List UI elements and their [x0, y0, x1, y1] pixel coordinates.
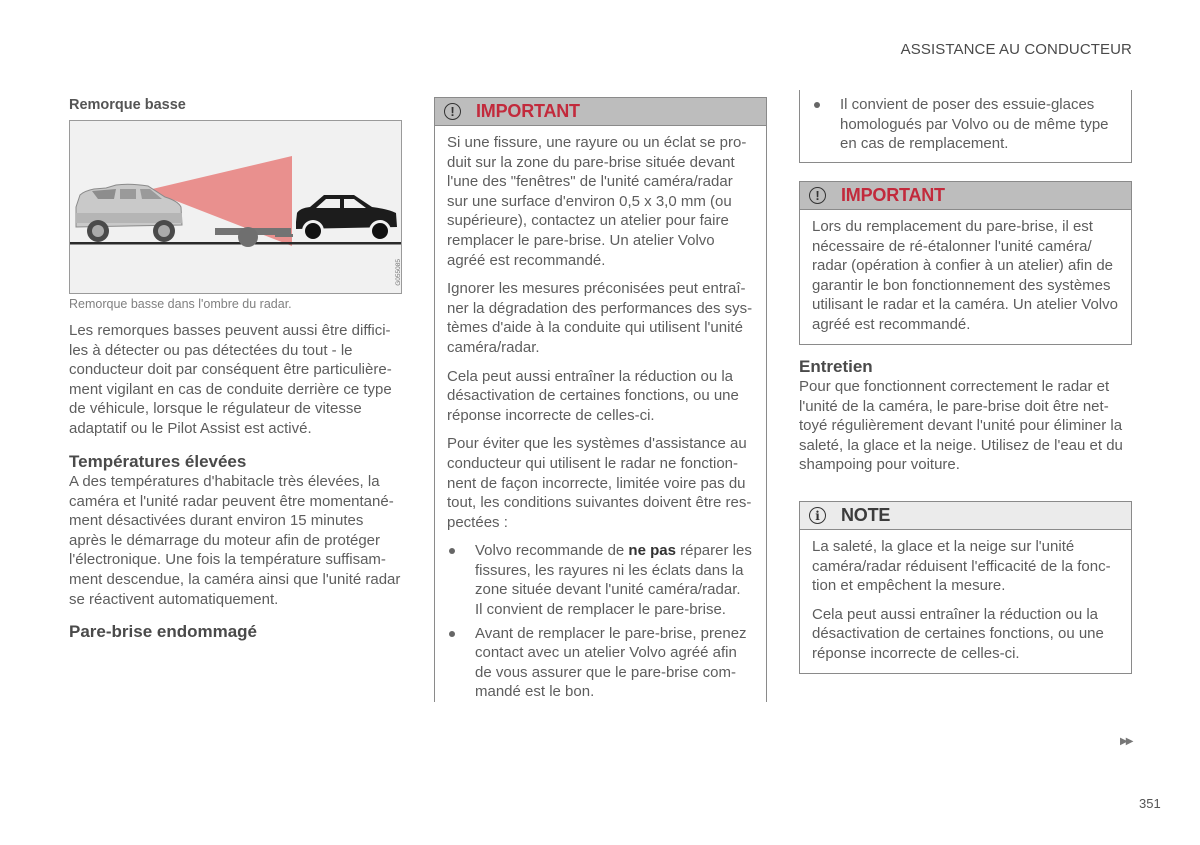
bullet-icon	[447, 624, 475, 702]
text-line: conducteur qui utilisent le radar ne fonction-	[447, 454, 739, 472]
text-line: désactivation de certaines fonctions, ou une	[812, 625, 1104, 643]
high-temperature-section	[69, 452, 409, 609]
bullet-icon	[447, 541, 475, 619]
note-title: NOTE	[841, 505, 891, 525]
text-line: désactivation de certaines fonctions, ou une	[447, 387, 739, 405]
note-box-dirt	[799, 501, 1132, 674]
text-line: l'électronique. Une fois la température suffisam-	[69, 551, 386, 569]
radar-shadow-illustration	[69, 120, 402, 294]
text-line: en cas de remplacement.	[840, 135, 1009, 153]
text-line: agréé est recommandé.	[447, 251, 606, 269]
text-line: utilisant le radar et la caméra. Un atelier Volvo	[812, 296, 1118, 314]
important-notice-continued	[799, 90, 1132, 163]
text-line: duit sur la zone du pare-brise située devant	[447, 153, 735, 171]
text-line: les à détecter ou pas détectées du tout - le	[69, 341, 353, 359]
text-line: shampoing pour voiture.	[799, 456, 960, 474]
notice-title: IMPORTANT	[476, 101, 580, 121]
note-body	[800, 530, 1131, 673]
low-trailer-paragraph	[69, 321, 409, 439]
text-line: Il convient de poser des essuie-glaces	[840, 96, 1095, 113]
text-line: Pour que fonctionnent correctement le radar et	[799, 378, 1110, 395]
text-line: l'unité de la caméra, le pare-brise doit être net-	[799, 397, 1109, 415]
info-circle-icon: i	[809, 507, 826, 524]
text-line: l'une des "fenêtres" de l'unité caméra/radar	[447, 173, 733, 191]
notice-header	[800, 182, 1131, 210]
exclamation-circle-icon: !	[809, 187, 826, 204]
leading-car-icon	[296, 195, 397, 242]
page-number: 351	[1139, 796, 1161, 811]
bullet-item-no-repair	[447, 541, 754, 619]
section-heading-windshield: Pare-brise endommagé	[69, 622, 258, 641]
notice-title: IMPORTANT	[841, 185, 945, 205]
text-line: La saleté, la glace et la neige sur l'unité	[812, 538, 1075, 555]
text-line: caméra/radar réduisent l'efficacité de la fonc-	[812, 557, 1111, 575]
text-line: toyé régulièrement devant l'unité pour éliminer la	[799, 417, 1123, 435]
text-line: agréé est recommandé.	[812, 315, 971, 333]
notice-body	[800, 210, 1131, 344]
text-line: tout, les conditions suivantes doivent être res-	[447, 494, 752, 512]
bullet-icon	[812, 95, 840, 154]
text-line: Il convient de remplacer le pare-brise.	[475, 601, 726, 619]
exclamation-circle-icon: !	[444, 103, 461, 120]
bullet-item-contact-workshop	[447, 624, 754, 702]
text-line: homologués par Volvo ou de même type	[840, 115, 1109, 133]
running-header-title: ASSISTANCE AU CONDUCTEUR	[900, 41, 1132, 58]
continued-notice-body	[800, 90, 1131, 154]
text-line: saleté, la glace et la neige. Utilisez de l'eau et du	[799, 436, 1123, 454]
text-line: garantir le bon fonctionnement des systèmes	[812, 276, 1111, 294]
note-header	[800, 502, 1131, 530]
text-line: Si une fissure, une rayure ou un éclat se pro-	[447, 134, 747, 151]
text-line: conducteur doit par conséquent être particulière-	[69, 361, 392, 379]
notice-body	[435, 126, 766, 716]
text-line: Cela peut aussi entraîner la réduction ou la	[447, 367, 734, 385]
important-notice-windshield	[434, 97, 767, 702]
text-line: nent de façon incorrecte, limitée voire pas du	[447, 474, 746, 492]
text-line: supérieure), contactez un atelier pour faire	[447, 212, 729, 230]
section-heading-maintenance: Entretien	[799, 357, 873, 376]
bullet-item-wipers	[812, 95, 1119, 154]
text-line: après le démarrage du moteur afin de protéger	[69, 531, 381, 549]
text-line: ment descendue, la caméra ainsi que l'unité radar	[69, 570, 401, 588]
text-line: A des températures d'habitacle très élevées, la	[69, 473, 380, 490]
figure-id-label: G055085	[395, 259, 402, 286]
text-line: Cela peut aussi entraîner la réduction ou la	[812, 605, 1099, 623]
text-line: radar (opération à confier à un atelier) afin de	[812, 257, 1114, 275]
text-line: adaptatif ou le Pilot Assist est activé.	[69, 419, 312, 437]
text-line: ment désactivées durant environ 15 minutes	[69, 512, 364, 530]
figure-heading: Remorque basse	[69, 97, 186, 113]
text-line: ner la dégradation des performances des sys-	[447, 299, 753, 317]
text-line: caméra et l'unité radar peuvent être momentané-	[69, 492, 394, 510]
text-line: nécessaire de ré-étalonner l'unité caméra/	[812, 237, 1092, 255]
text-fragment: réparer les	[675, 542, 752, 560]
text-line: zone située devant l'unité caméra/radar.	[475, 581, 741, 599]
section-heading-temperatures: Températures élevées	[69, 452, 247, 471]
low-trailer-diagram	[70, 121, 401, 293]
text-line: ment vigilant en cas de conduite derrière ce type	[69, 380, 392, 398]
double-triangle-right-icon: ▶▶	[1120, 736, 1132, 747]
important-notice-recalibration	[799, 181, 1132, 345]
text-line: fissures, les rayures ni les éclats dans la	[475, 561, 744, 579]
notice-header	[435, 98, 766, 126]
text-line: Les remorques basses peuvent aussi être diffici-	[69, 322, 391, 339]
text-line: se réactivent automatiquement.	[69, 590, 279, 608]
text-line: caméra/radar.	[447, 338, 540, 356]
maintenance-section	[799, 357, 1139, 475]
text-line: contact avec un atelier Volvo agréé afin	[475, 644, 737, 662]
figure-caption: Remorque basse dans l'ombre du radar.	[69, 297, 292, 311]
text-line: Pour éviter que les systèmes d'assistance au	[447, 435, 747, 453]
text-line: réponse incorrecte de celles-ci.	[812, 644, 1020, 662]
text-fragment: Volvo recommande de	[475, 542, 629, 560]
text-line: réponse incorrecte de celles-ci.	[447, 406, 655, 424]
text-line: Avant de remplacer le pare-brise, prenez	[475, 624, 747, 642]
text-line: pectées :	[447, 513, 508, 531]
text-line: sur une surface d'environ 0,5 x 3,0 mm (ou	[447, 192, 732, 210]
text-line: mandé est le bon.	[475, 683, 595, 701]
emphasis-text: ne pas	[628, 542, 676, 560]
text-line: de véhicule, lorsque le régulateur de vitesse	[69, 400, 362, 418]
text-line: Lors du remplacement du pare-brise, il est	[812, 218, 1093, 235]
text-line: de vous assurer que le pare-brise com-	[475, 663, 736, 681]
text-line: Ignorer les mesures préconisées peut entraî-	[447, 280, 746, 298]
text-line: tèmes d'aide à la conduite qui utilisent l'unité	[447, 319, 743, 337]
text-line: remplacer le pare-brise. Un atelier Volvo	[447, 231, 715, 249]
text-line: tion et empêchent la mesure.	[812, 577, 1006, 595]
